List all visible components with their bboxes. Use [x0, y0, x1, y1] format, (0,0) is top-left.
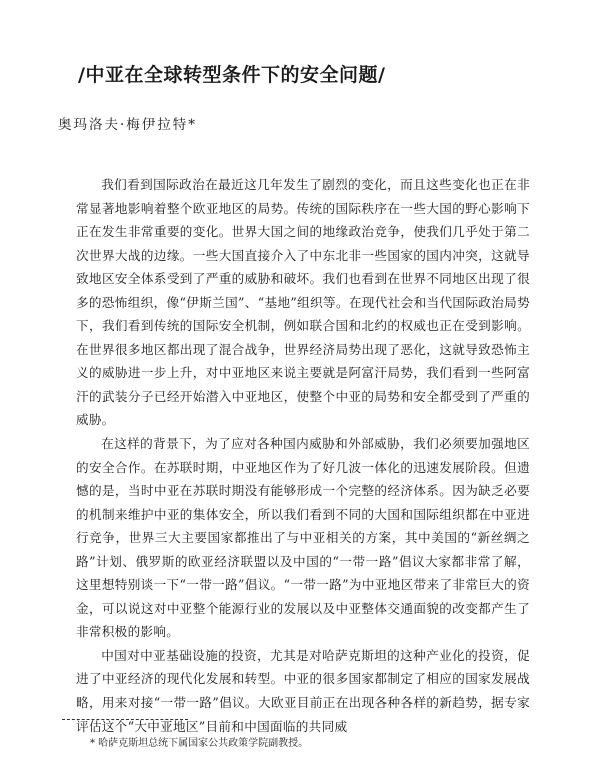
article-title: /中亚在全球转型条件下的安全问题/	[78, 64, 386, 86]
article-author: 奥玛洛夫·梅伊拉特*	[58, 117, 198, 133]
article-body	[76, 173, 530, 738]
body-paragraph-2: 在这样的背景下，为了应对各种国内威胁和外部威胁，我们必须要加强地区的安全合作。在苏联时期，中亚地区作为了好几波一体化的迅速发展阶段。但遗憾的是，当时中亚在苏联时期没有能够形成一个完整的经济体系。因为缺乏必要的机制来维护中亚的集体安全，所以我们看到不同的大国和国际组织都在中亚进行竞争，世界三大主要国家都推出了与中亚相关的方案，其中美国的“新丝绸之路”计划、俄罗斯的欧亚经济联盟以及中国的“一带一路”倡议大家都非常了解，这里想特别谈一下“一带一路”倡议。“一带一路”为中亚地区带来了非常巨大的资金，可以说这对中亚整个能源行业的发展以及中亚整体交通面貌的改变都产生了非常积极的影响。	[76, 436, 530, 640]
body-paragraph-3: 中国对中亚基础设施的投资，尤其是对哈萨克斯坦的这种产业化的投资，促进了中亚经济的现代化发展和转型。中亚的很多国家都制定了相应的国家发展战略，用来对接“一带一路”倡议。大欧亚目前正在出现各种各样的新趋势，据专家评估这个“大中亚地区”目前和中国面临的共同威	[76, 647, 530, 734]
footnote: * 哈萨克斯坦总统下属国家公共政策学院副教授。	[90, 738, 309, 749]
body-paragraph-1: 我们看到国际政治在最近这几年发生了剧烈的变化，而且这些变化也正在非常显著地影响着整个欧亚地区的局势。传统的国际秩序在一些大国的野心影响下正在发生非常重要的变化。世界大国之间的地缘政治竞争，使我们几乎处于第二次世界大战的边缘。一些大国直接介入了中东北非一些国家的国内冲突，这就导致地区安全体系受到了严重的威胁和破坏。我们也看到在世界不同地区出现了很多的恐怖组织，像“伊斯兰国”、“基地”组织等。在现代社会和当代国际政治局势下，我们看到传统的国际安全机制，例如联合国和北约的权威也正在受到影响。在世界很多地区都出现了混合战争，世界经济局势出现了恶化，这就导致恐怖主义的威胁进一步上升，对中亚地区来说主要就是阿富汗局势，我们看到一些阿富汗的武装分子已经开始潜入中亚地区，使整个中亚的局势和安全都受到了严重的威胁。	[76, 177, 530, 428]
footnote-divider	[62, 719, 188, 720]
